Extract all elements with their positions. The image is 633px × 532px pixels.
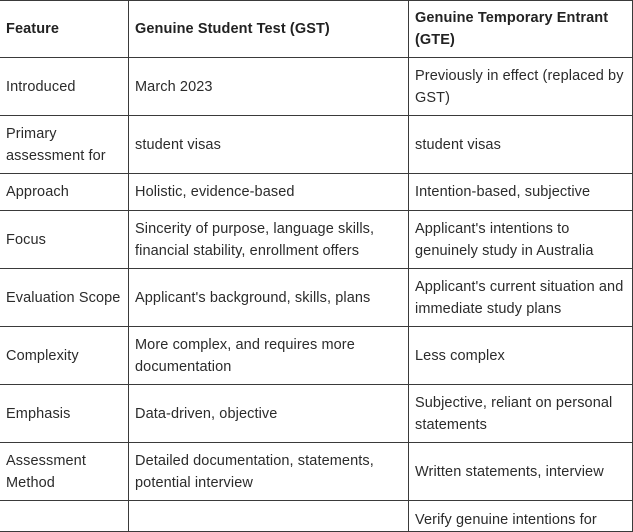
gte-cell: Less complex — [409, 327, 633, 385]
gte-cell: student visas — [409, 116, 633, 174]
row-label: Assessment Method — [0, 443, 129, 501]
gst-cell: Applicant's background, skills, plans — [129, 269, 409, 327]
gte-cell: Subjective, reliant on personal statements — [409, 385, 633, 443]
table-row — [0, 58, 633, 116]
table-row — [0, 116, 633, 174]
table-header-row — [0, 1, 633, 58]
gst-cell: Detailed documentation, statements, potential interview — [129, 443, 409, 501]
header-feature: Feature — [0, 1, 129, 58]
row-label: Introduced — [0, 58, 129, 116]
gst-cell: Sincerity of purpose, language skills, financial stability, enrollment offers — [129, 211, 409, 269]
table-row — [0, 327, 633, 385]
table-row — [0, 443, 633, 501]
gte-cell: Previously in effect (replaced by GST) — [409, 58, 633, 116]
row-label: Emphasis — [0, 385, 129, 443]
gte-cell: Verify genuine intentions for — [409, 501, 633, 532]
row-label: Focus — [0, 211, 129, 269]
gst-cell: March 2023 — [129, 58, 409, 116]
gte-cell: Applicant's intentions to genuinely study in Australia — [409, 211, 633, 269]
gst-cell: student visas — [129, 116, 409, 174]
gte-cell: Applicant's current situation and immediate study plans — [409, 269, 633, 327]
row-label: Evaluation Scope — [0, 269, 129, 327]
gte-cell: Intention-based, subjective — [409, 174, 633, 211]
header-gte: Genuine Temporary Entrant (GTE) — [409, 1, 633, 58]
gte-cell: Written statements, interview — [409, 443, 633, 501]
table-row — [0, 211, 633, 269]
row-label — [0, 501, 129, 532]
gst-cell: More complex, and requires more documentation — [129, 327, 409, 385]
table-row — [0, 269, 633, 327]
table-row — [0, 385, 633, 443]
table-row-partial — [0, 501, 633, 532]
row-label: Approach — [0, 174, 129, 211]
gst-cell — [129, 501, 409, 532]
header-gst: Genuine Student Test (GST) — [129, 1, 409, 58]
gst-cell: Data-driven, objective — [129, 385, 409, 443]
row-label: Complexity — [0, 327, 129, 385]
row-label: Primary assessment for — [0, 116, 129, 174]
table-row — [0, 174, 633, 211]
gst-cell: Holistic, evidence-based — [129, 174, 409, 211]
